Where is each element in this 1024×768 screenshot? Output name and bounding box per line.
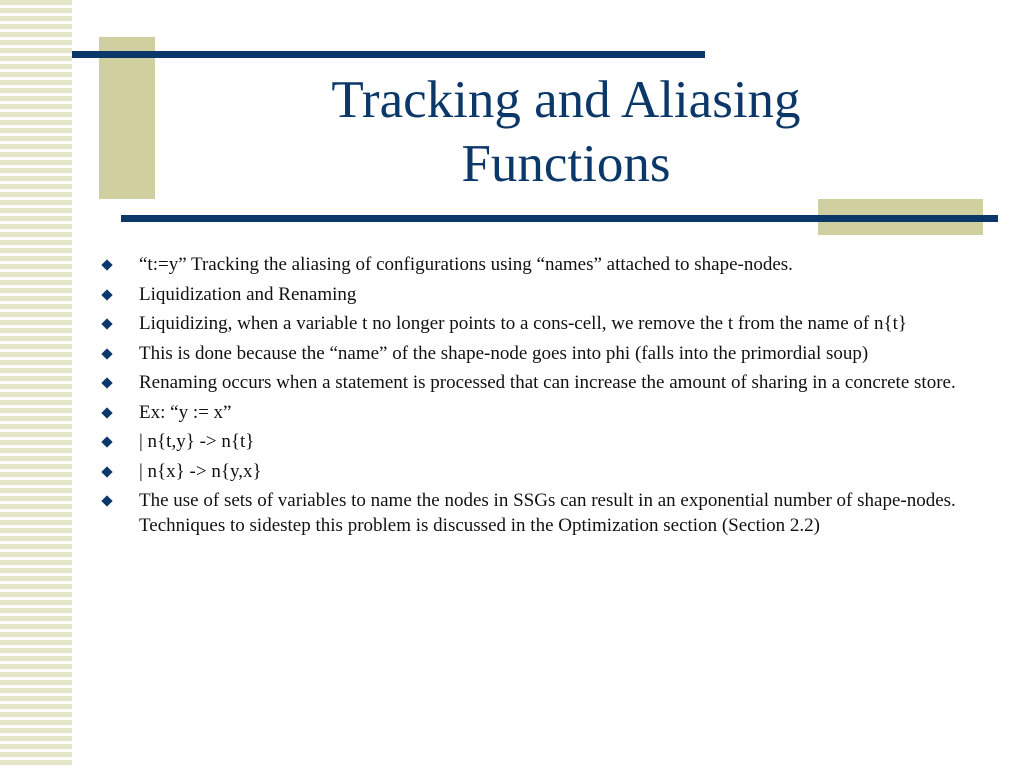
diamond-bullet-icon — [101, 289, 112, 300]
list-item — [100, 253, 980, 278]
title-bottom-rule-true — [121, 215, 998, 222]
list-item — [100, 460, 980, 485]
bullet-list — [100, 253, 980, 543]
title-top-rule — [72, 51, 705, 58]
diamond-bullet-icon — [101, 407, 112, 418]
diamond-bullet-icon — [101, 259, 112, 270]
slide-title-line-1: Tracking and Aliasing — [331, 71, 801, 129]
bullet-text: Liquidizing, when a variable t no longer points to a cons-cell, we remove the t from the name of n{t} — [139, 313, 907, 334]
slide-title — [160, 68, 972, 196]
list-item — [100, 371, 980, 396]
list-item — [100, 401, 980, 426]
list-item — [100, 312, 980, 337]
diamond-bullet-icon — [101, 495, 112, 506]
bullet-text: Liquidization and Renaming — [139, 283, 357, 305]
list-item — [100, 430, 980, 455]
accent-block-left — [99, 37, 155, 199]
diamond-bullet-icon — [101, 318, 112, 329]
diamond-bullet-icon — [101, 436, 112, 447]
bullet-text: “t:=y” Tracking the aliasing of configurations using “names” attached to shape-nodes. — [139, 254, 793, 275]
bullet-text: | n{t,y} -> n{t} — [139, 431, 255, 452]
bullet-text: Renaming occurs when a statement is processed that can increase the amount of sharing in a concrete store. — [139, 372, 956, 393]
bullet-text: Ex: “y := x” — [139, 401, 232, 423]
list-item — [100, 489, 980, 538]
bullet-text: The use of sets of variables to name the nodes in SSGs can result in an exponential number of shape-nodes. Techniques to sidestep this problem is discussed in the Optimization section (Section 2.2) — [139, 490, 956, 536]
bullet-text: This is done because the “name” of the shape-node goes into phi (falls into the primordial soup) — [139, 342, 869, 364]
diamond-bullet-icon — [101, 377, 112, 388]
list-item — [100, 283, 980, 308]
slide-title-line-2: Functions — [461, 135, 671, 193]
diamond-bullet-icon — [101, 466, 112, 477]
list-item — [100, 342, 980, 367]
diamond-bullet-icon — [101, 348, 112, 359]
bullet-text: | n{x} -> n{y,x} — [139, 460, 262, 482]
left-stripe-decoration — [0, 0, 72, 768]
